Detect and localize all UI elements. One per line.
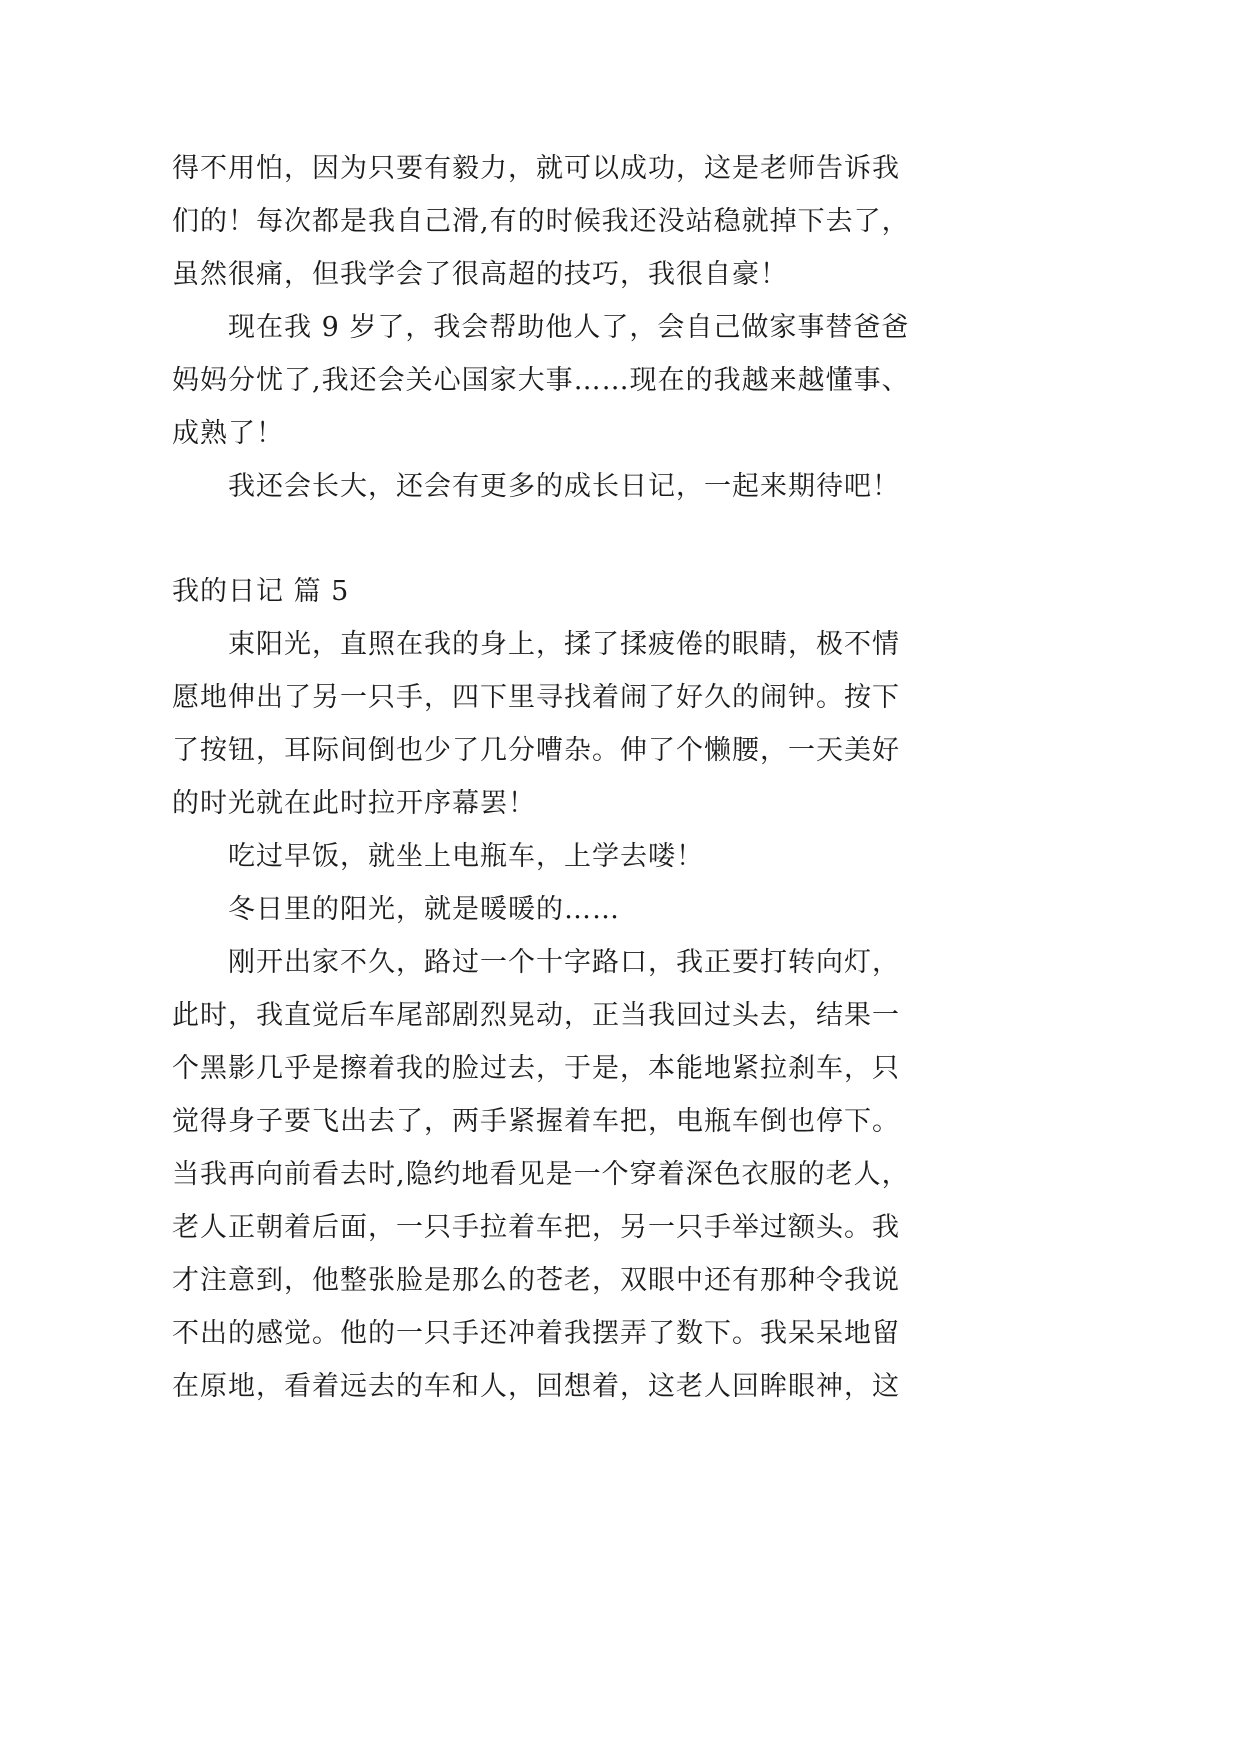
text-line: 成熟了！ xyxy=(172,418,284,449)
text-line: 吃过早饭，就坐上电瓶车，上学去喽！ xyxy=(228,841,704,872)
text-line: 们的！每次都是我自己滑,有的时候我还没站稳就掉下去了， xyxy=(172,206,910,237)
text-line: 妈妈分忧了,我还会关心国家大事……现在的我越来越懂事、 xyxy=(172,365,910,396)
text-line: 的时光就在此时拉开序幕罢！ xyxy=(172,788,536,819)
text-line: 愿地伸出了另一只手，四下里寻找着闹了好久的闹钟。按下 xyxy=(172,682,900,713)
text-line: 了按钮，耳际间倒也少了几分嘈杂。伸了个懒腰，一天美好 xyxy=(172,735,900,766)
text-line: 虽然很痛，但我学会了很高超的技巧，我很自豪！ xyxy=(172,259,788,290)
text-line: 刚开出家不久，路过一个十字路口，我正要打转向灯， xyxy=(228,947,900,978)
text-line: 在原地，看着远去的车和人，回想着，这老人回眸眼神，这 xyxy=(172,1371,900,1402)
text-line: 不出的感觉。他的一只手还冲着我摆弄了数下。我呆呆地留 xyxy=(172,1318,900,1349)
text-line: 个黑影几乎是擦着我的脸过去，于是，本能地紧拉刹车，只 xyxy=(172,1053,900,1084)
text-line: 现在我 9 岁了，我会帮助他人了，会自己做家事替爸爸 xyxy=(228,312,910,343)
text-line: 才注意到，他整张脸是那么的苍老，双眼中还有那种令我说 xyxy=(172,1265,900,1296)
text-line: 冬日里的阳光，就是暖暖的…… xyxy=(228,894,620,925)
text-line: 我还会长大，还会有更多的成长日记，一起来期待吧！ xyxy=(228,471,900,502)
text-line: 束阳光，直照在我的身上，揉了揉疲倦的眼睛，极不情 xyxy=(228,629,900,660)
text-line: 当我再向前看去时,隐约地看见是一个穿着深色衣服的老人， xyxy=(172,1159,910,1190)
section-heading: 我的日记 篇 5 xyxy=(172,576,350,607)
text-line: 得不用怕，因为只要有毅力，就可以成功，这是老师告诉我 xyxy=(172,153,900,184)
text-line: 此时，我直觉后车尾部剧烈晃动，正当我回过头去，结果一 xyxy=(172,1000,900,1031)
text-line: 觉得身子要飞出去了，两手紧握着车把，电瓶车倒也停下。 xyxy=(172,1106,900,1137)
text-line: 老人正朝着后面，一只手拉着车把，另一只手举过额头。我 xyxy=(172,1212,900,1243)
